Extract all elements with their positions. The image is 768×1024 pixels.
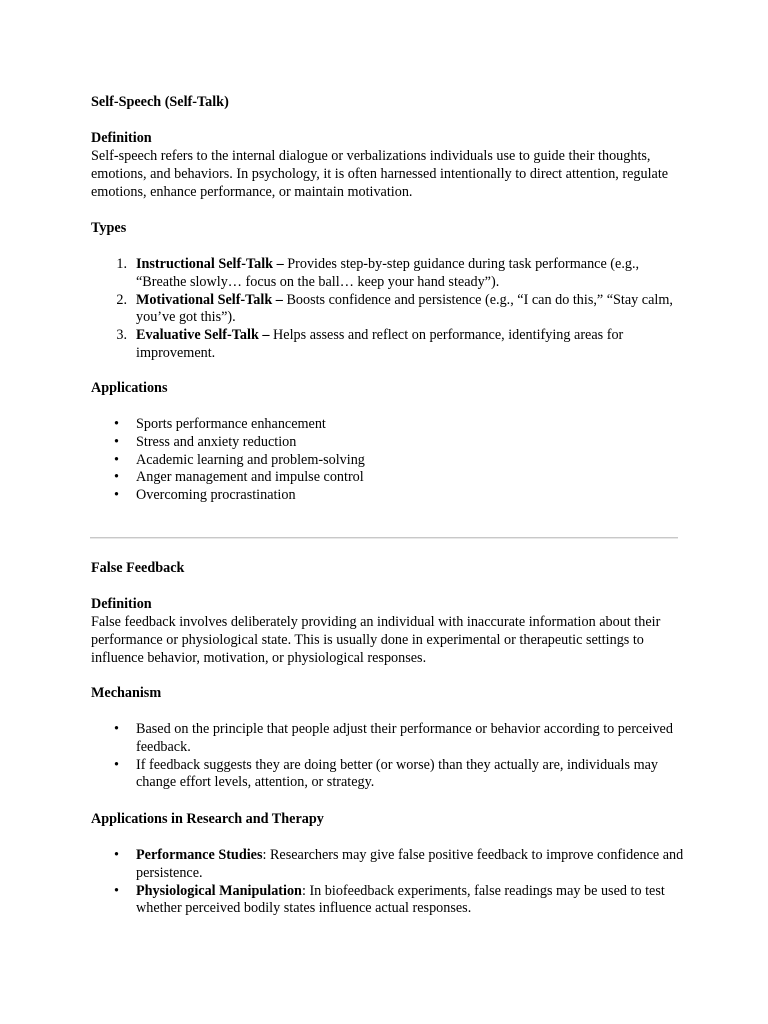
list-item-text: Provides step-by-step guidance during task performance (e.g., “Breathe slowly… focus on the ball… keep your hand steady”). <box>136 256 640 290</box>
list-item <box>91 292 691 328</box>
list-item <box>91 416 691 434</box>
bullet-icon: • <box>114 882 119 899</box>
list-item-term: Motivational Self-Talk – <box>136 291 283 308</box>
mechanism-heading: Mechanism <box>91 685 162 701</box>
list-item <box>91 883 691 919</box>
list-item-text: Boosts confidence and persistence (e.g., “I can do this,” “Stay calm, you’ve got this”). <box>136 291 673 326</box>
list-number: 1. <box>116 256 127 272</box>
list-item-text: Academic learning and problem-solving <box>136 451 365 468</box>
list-item-text: : In biofeedback experiments, false readings may be used to test whether perceived bodily states influence actual responses. <box>136 882 665 917</box>
bullet-icon: • <box>114 847 119 863</box>
section-title-false-feedback: False Feedback <box>91 560 185 576</box>
list-item-text: Stress and anxiety reduction <box>136 433 297 450</box>
list-item-term: Instructional Self-Talk – <box>136 256 284 272</box>
definition-paragraph: False feedback involves deliberately providing an individual with inaccurate information about their performance or physiological state. This is usually done in experimental or therapeutic settings to influence behavior, motivation, or physiological responses. <box>91 614 661 666</box>
bullet-icon: • <box>114 721 119 737</box>
mechanism-list <box>91 721 691 792</box>
bullet-icon: • <box>114 416 119 432</box>
list-item <box>91 434 691 452</box>
applications-heading: Applications in Research and Therapy <box>91 811 324 827</box>
list-item <box>91 469 691 487</box>
list-item-text: Sports performance enhancement <box>136 416 326 432</box>
section-title-self-talk: Self-Speech (Self-Talk) <box>91 94 229 110</box>
list-number: 2. <box>116 291 127 308</box>
list-item-text: : Researchers may give false positive feedback to improve confidence and persistence. <box>136 847 684 881</box>
list-item-text: Based on the principle that people adjust their performance or behavior according to perceived feedback. <box>136 721 673 755</box>
list-item <box>91 487 691 505</box>
list-number: 3. <box>116 327 127 344</box>
list-item-term: Performance Studies <box>136 847 263 863</box>
definition-heading: Definition <box>91 130 152 146</box>
bullet-icon: • <box>114 433 119 450</box>
applications-list <box>91 847 691 918</box>
list-item-text: Helps assess and reflect on performance, identifying areas for improvement. <box>136 327 624 361</box>
bullet-icon: • <box>114 756 119 773</box>
definition-heading: Definition <box>91 596 152 612</box>
bullet-icon: • <box>114 487 119 504</box>
list-item-term: Evaluative Self-Talk – <box>136 327 270 344</box>
list-item-text: Anger management and impulse control <box>136 469 364 486</box>
list-item <box>91 327 691 363</box>
bullet-icon: • <box>114 451 119 468</box>
definition-paragraph: Self-speech refers to the internal dialogue or verbalizations individuals use to guide their thoughts, emotions, and behaviors. In psychology, it is often harnessed intentionally to direct attention, regulate emotions, enhance performance, or maintain motivation. <box>91 148 669 200</box>
bullet-icon: • <box>114 469 119 486</box>
list-item <box>91 757 691 793</box>
list-item <box>91 721 691 757</box>
list-item-text: If feedback suggests they are doing better (or worse) than they actually are, individuals may change effort levels, attention, or strategy. <box>136 756 658 791</box>
list-item-text: Overcoming procrastination <box>136 487 296 504</box>
types-list <box>91 256 691 363</box>
applications-heading: Applications <box>91 380 168 396</box>
list-item <box>91 847 691 883</box>
applications-list <box>91 416 691 505</box>
list-item <box>91 256 691 292</box>
list-item <box>91 452 691 470</box>
section-divider <box>90 537 678 539</box>
types-heading: Types <box>91 220 127 236</box>
list-item-term: Physiological Manipulation <box>136 882 302 899</box>
